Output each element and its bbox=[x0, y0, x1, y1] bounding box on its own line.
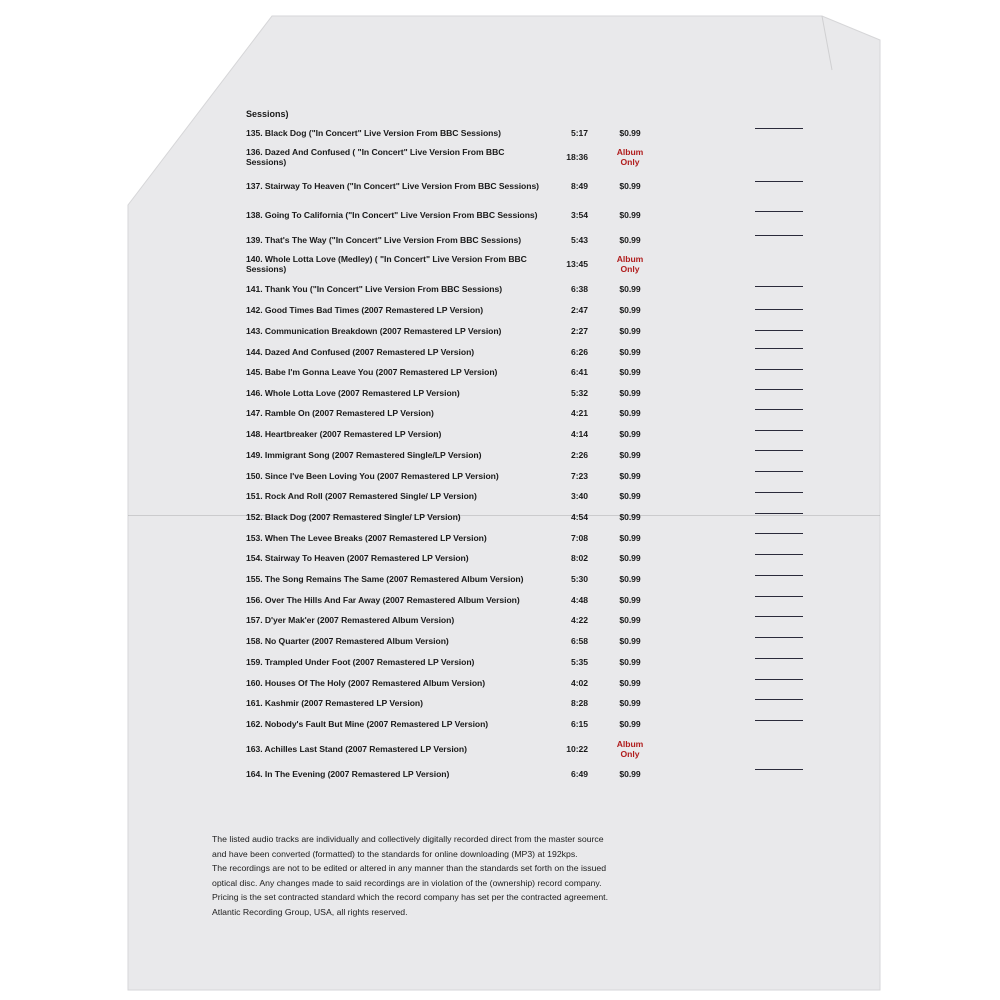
track-duration: 6:38 bbox=[570, 284, 588, 294]
track-duration: 7:23 bbox=[570, 471, 588, 481]
track-title: 158. No Quarter (2007 Remastered Album Version) bbox=[246, 636, 449, 646]
track-duration: 6:58 bbox=[570, 636, 588, 646]
track-duration: 6:41 bbox=[570, 367, 588, 377]
track-price: $0.99 bbox=[619, 450, 641, 460]
track-title: 143. Communication Breakdown (2007 Remastered LP Version) bbox=[246, 326, 502, 336]
legal-notice-line: The listed audio tracks are individually and collectively digitally recorded direct from the master source bbox=[212, 834, 604, 844]
check-lines bbox=[755, 0, 805, 1000]
track-title: 145. Babe I'm Gonna Leave You (2007 Remastered LP Version) bbox=[246, 367, 498, 377]
track-price: $0.99 bbox=[619, 553, 641, 563]
track-price: $0.99 bbox=[619, 769, 641, 779]
track-row bbox=[246, 652, 660, 672]
track-duration: 13:45 bbox=[566, 259, 588, 269]
track-row bbox=[246, 466, 660, 486]
track-row bbox=[246, 590, 660, 610]
track-duration: 5:32 bbox=[570, 388, 588, 398]
track-row bbox=[246, 362, 660, 382]
track-row bbox=[246, 631, 660, 651]
track-row bbox=[246, 424, 660, 444]
track-title: 164. In The Evening (2007 Remastered LP Version) bbox=[246, 769, 450, 779]
track-title: 140. Whole Lotta Love (Medley) ( "In Concert" Live Version From BBC Sessions) bbox=[246, 254, 527, 274]
track-row bbox=[246, 403, 660, 423]
track-title: 157. D'yer Mak'er (2007 Remastered Album Version) bbox=[246, 615, 455, 625]
track-row bbox=[246, 342, 660, 362]
track-row bbox=[246, 486, 660, 506]
track-price: $0.99 bbox=[619, 595, 641, 605]
track-title: 162. Nobody's Fault But Mine (2007 Remastered LP Version) bbox=[246, 719, 489, 729]
legal-notice bbox=[212, 832, 652, 920]
track-row bbox=[246, 528, 660, 548]
legal-notice-line: optical disc. Any changes made to said recordings are in violation of the (ownership) record company. bbox=[212, 877, 602, 888]
check-line bbox=[755, 533, 803, 534]
legal-notice-line: and have been converted (formatted) to the standards for online downloading (MP3) at 192kps. bbox=[212, 848, 578, 859]
track-title: 139. That's The Way ("In Concert" Live Version From BBC Sessions) bbox=[246, 235, 522, 245]
check-line bbox=[755, 181, 803, 182]
check-line bbox=[755, 211, 803, 212]
check-line bbox=[755, 513, 803, 514]
album-only-label: Album Only bbox=[616, 147, 644, 167]
track-duration: 2:47 bbox=[570, 305, 588, 315]
track-price: $0.99 bbox=[619, 408, 641, 418]
track-duration: 4:14 bbox=[570, 429, 588, 439]
check-line bbox=[755, 769, 803, 770]
track-row bbox=[246, 569, 660, 589]
track-title: 149. Immigrant Song (2007 Remastered Single/LP Version) bbox=[246, 450, 482, 460]
track-title: 156. Over The Hills And Far Away (2007 Remastered Album Version) bbox=[246, 595, 520, 605]
check-line bbox=[755, 637, 803, 638]
track-price: $0.99 bbox=[619, 429, 641, 439]
track-duration: 2:27 bbox=[570, 326, 588, 336]
check-line bbox=[755, 720, 803, 721]
track-title: 153. When The Levee Breaks (2007 Remastered LP Version) bbox=[246, 533, 487, 543]
track-title: 144. Dazed And Confused (2007 Remastered LP Version) bbox=[246, 347, 475, 357]
track-title: 151. Rock And Roll (2007 Remastered Single/ LP Version) bbox=[246, 491, 477, 501]
check-line bbox=[755, 450, 803, 451]
track-row bbox=[246, 739, 660, 759]
check-line bbox=[755, 330, 803, 331]
track-price: $0.99 bbox=[619, 388, 641, 398]
legal-notice-line: Pricing is the set contracted standard which the record company has set per the contracted agreement. bbox=[212, 892, 608, 903]
track-duration: 7:08 bbox=[570, 533, 588, 543]
continued-title-fragment: Sessions) bbox=[246, 109, 289, 119]
check-line bbox=[755, 348, 803, 349]
track-title: 159. Trampled Under Foot (2007 Remastered LP Version) bbox=[246, 657, 475, 667]
track-row bbox=[246, 254, 660, 274]
check-line bbox=[755, 471, 803, 472]
track-price: $0.99 bbox=[619, 284, 641, 294]
track-row bbox=[246, 673, 660, 693]
track-title: 142. Good Times Bad Times (2007 Remastered LP Version) bbox=[246, 305, 484, 315]
track-duration: 8:28 bbox=[570, 698, 588, 708]
track-price: $0.99 bbox=[619, 210, 641, 220]
check-line bbox=[755, 596, 803, 597]
track-duration: 4:21 bbox=[570, 408, 588, 418]
check-line bbox=[755, 235, 803, 236]
track-price: $0.99 bbox=[619, 326, 641, 336]
track-title: 155. The Song Remains The Same (2007 Remastered Album Version) bbox=[246, 574, 524, 584]
track-row bbox=[246, 205, 660, 225]
track-duration: 5:43 bbox=[570, 235, 588, 245]
track-title: 160. Houses Of The Holy (2007 Remastered Album Version) bbox=[246, 678, 486, 688]
track-title: 152. Black Dog (2007 Remastered Single/ LP Version) bbox=[246, 512, 461, 522]
track-title: 135. Black Dog ("In Concert" Live Version From BBC Sessions) bbox=[246, 128, 501, 138]
album-only-label: Album Only bbox=[616, 739, 644, 759]
track-duration: 3:40 bbox=[570, 491, 588, 501]
check-line bbox=[755, 699, 803, 700]
track-title: 161. Kashmir (2007 Remastered LP Version) bbox=[246, 698, 423, 708]
track-duration: 4:02 bbox=[570, 678, 588, 688]
track-price: $0.99 bbox=[619, 698, 641, 708]
track-duration: 6:49 bbox=[570, 769, 588, 779]
track-duration: 6:26 bbox=[570, 347, 588, 357]
track-row bbox=[246, 230, 660, 250]
track-duration: 8:02 bbox=[570, 553, 588, 563]
track-price: $0.99 bbox=[619, 347, 641, 357]
check-line bbox=[755, 309, 803, 310]
track-row bbox=[246, 714, 660, 734]
track-row bbox=[246, 147, 660, 167]
track-row bbox=[246, 610, 660, 630]
track-title: 154. Stairway To Heaven (2007 Remastered LP Version) bbox=[246, 553, 469, 563]
track-price: $0.99 bbox=[619, 491, 641, 501]
track-title: 150. Since I've Been Loving You (2007 Remastered LP Version) bbox=[246, 471, 499, 481]
track-row bbox=[246, 279, 660, 299]
track-duration: 8:49 bbox=[570, 181, 588, 191]
check-line bbox=[755, 616, 803, 617]
legal-notice-line: Atlantic Recording Group, USA, all rights reserved. bbox=[212, 906, 408, 917]
track-title: 141. Thank You ("In Concert" Live Version From BBC Sessions) bbox=[246, 284, 503, 294]
track-price: $0.99 bbox=[619, 471, 641, 481]
check-line bbox=[755, 554, 803, 555]
track-title: 138. Going To California ("In Concert" Live Version From BBC Sessions) bbox=[246, 210, 538, 220]
check-line bbox=[755, 369, 803, 370]
check-line bbox=[755, 658, 803, 659]
track-row bbox=[246, 383, 660, 403]
track-duration: 4:22 bbox=[570, 615, 588, 625]
track-price: $0.99 bbox=[619, 657, 641, 667]
track-row bbox=[246, 507, 660, 527]
track-price: $0.99 bbox=[619, 181, 641, 191]
track-row bbox=[246, 176, 660, 196]
track-title: 147. Ramble On (2007 Remastered LP Version) bbox=[246, 408, 434, 418]
track-duration: 3:54 bbox=[570, 210, 588, 220]
track-price: $0.99 bbox=[619, 235, 641, 245]
track-row bbox=[246, 445, 660, 465]
track-price: $0.99 bbox=[619, 128, 641, 138]
track-row bbox=[246, 764, 660, 784]
track-duration: 5:35 bbox=[570, 657, 588, 667]
track-row bbox=[246, 693, 660, 713]
track-title: 136. Dazed And Confused ( "In Concert" Live Version From BBC Sessions) bbox=[246, 147, 505, 167]
track-duration: 5:30 bbox=[570, 574, 588, 584]
track-price: $0.99 bbox=[619, 367, 641, 377]
track-title: 163. Achilles Last Stand (2007 Remastered LP Version) bbox=[246, 744, 467, 754]
track-duration: 6:15 bbox=[570, 719, 588, 729]
check-line bbox=[755, 128, 803, 129]
track-price: $0.99 bbox=[619, 533, 641, 543]
album-only-label: Album Only bbox=[616, 254, 644, 274]
track-price: $0.99 bbox=[619, 719, 641, 729]
track-title: 137. Stairway To Heaven ("In Concert" Live Version From BBC Sessions) bbox=[246, 181, 539, 191]
track-row bbox=[246, 548, 660, 568]
check-line bbox=[755, 409, 803, 410]
track-row bbox=[246, 123, 660, 143]
track-duration: 4:48 bbox=[570, 595, 588, 605]
check-line bbox=[755, 286, 803, 287]
track-price: $0.99 bbox=[619, 305, 641, 315]
track-duration: 5:17 bbox=[570, 128, 588, 138]
track-price: $0.99 bbox=[619, 512, 641, 522]
track-price: $0.99 bbox=[619, 636, 641, 646]
track-price: $0.99 bbox=[619, 574, 641, 584]
track-duration: 4:54 bbox=[570, 512, 588, 522]
track-price: $0.99 bbox=[619, 678, 641, 688]
track-title: 146. Whole Lotta Love (2007 Remastered LP Version) bbox=[246, 388, 460, 398]
check-line bbox=[755, 430, 803, 431]
check-line bbox=[755, 492, 803, 493]
legal-notice-line: The recordings are not to be edited or altered in any manner than the standards set forth on the issued bbox=[212, 863, 607, 874]
track-row bbox=[246, 321, 660, 341]
track-row bbox=[246, 300, 660, 320]
check-line bbox=[755, 389, 803, 390]
track-duration: 10:22 bbox=[566, 744, 588, 754]
track-duration: 18:36 bbox=[566, 152, 588, 162]
check-line bbox=[755, 679, 803, 680]
track-title: 148. Heartbreaker (2007 Remastered LP Version) bbox=[246, 429, 442, 439]
track-price: $0.99 bbox=[619, 615, 641, 625]
track-duration: 2:26 bbox=[570, 450, 588, 460]
check-line bbox=[755, 575, 803, 576]
